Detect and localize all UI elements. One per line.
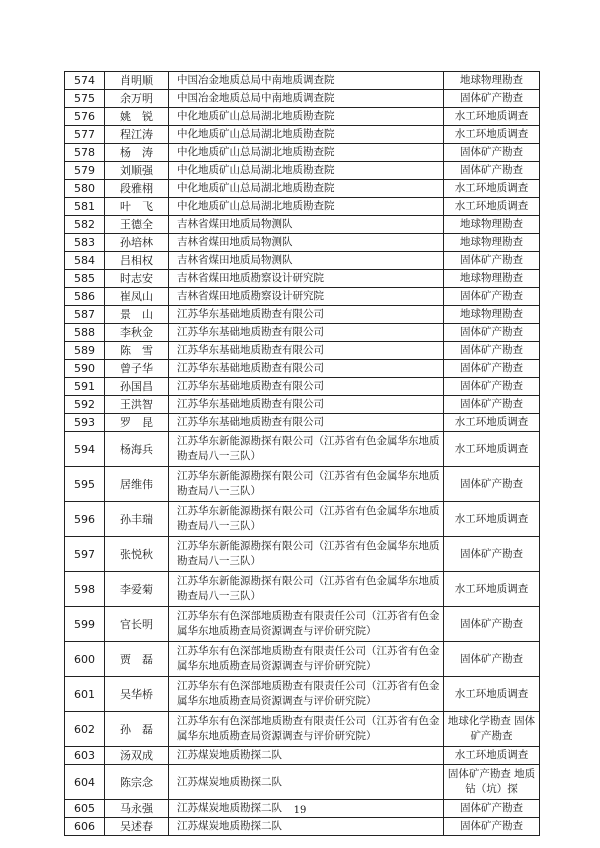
row-number: 593 bbox=[65, 414, 105, 432]
specialty: 地球物理勘查 bbox=[444, 306, 540, 324]
work-unit: 江苏华东有色深部地质勘查有限责任公司（江苏省有色金属华东地质勘查局资源调查与评价研究院） bbox=[169, 712, 444, 747]
table-row bbox=[65, 252, 540, 270]
work-unit: 吉林省煤田地质局物测队 bbox=[169, 252, 444, 270]
row-number: 580 bbox=[65, 180, 105, 198]
work-unit: 江苏华东新能源勘探有限公司（江苏省有色金属华东地质勘查局八一三队） bbox=[169, 467, 444, 502]
work-unit: 江苏华东基础地质勘查有限公司 bbox=[169, 324, 444, 342]
person-name: 汤双成 bbox=[105, 747, 169, 765]
work-unit: 中化地质矿山总局湖北地质勘查院 bbox=[169, 198, 444, 216]
person-name: 吴述春 bbox=[105, 818, 169, 836]
table-row bbox=[65, 818, 540, 836]
specialty: 固体矿产勘查 bbox=[444, 252, 540, 270]
person-name: 崔凤山 bbox=[105, 288, 169, 306]
specialty: 固体矿产勘查 bbox=[444, 607, 540, 642]
person-name: 王德全 bbox=[105, 216, 169, 234]
table-row bbox=[65, 198, 540, 216]
person-name: 曾子华 bbox=[105, 360, 169, 378]
specialty: 水工环地质调查 bbox=[444, 198, 540, 216]
page-number: 19 bbox=[293, 805, 307, 816]
person-name: 陈宗念 bbox=[105, 765, 169, 800]
person-name: 陈雪 bbox=[105, 342, 169, 360]
work-unit: 吉林省煤田地质局物测队 bbox=[169, 216, 444, 234]
specialty: 固体矿产勘查 地质钻（坑）探 bbox=[444, 765, 540, 800]
specialty: 固体矿产勘查 bbox=[444, 162, 540, 180]
work-unit: 中化地质矿山总局湖北地质勘查院 bbox=[169, 144, 444, 162]
specialty: 固体矿产勘查 bbox=[444, 467, 540, 502]
work-unit: 江苏煤炭地质勘探二队 bbox=[169, 818, 444, 836]
work-unit: 江苏华东有色深部地质勘查有限责任公司（江苏省有色金属华东地质勘查局资源调查与评价研究院） bbox=[169, 607, 444, 642]
personnel-table-sheet bbox=[64, 71, 539, 836]
row-number: 586 bbox=[65, 288, 105, 306]
table-row bbox=[65, 360, 540, 378]
work-unit: 中化地质矿山总局湖北地质勘查院 bbox=[169, 108, 444, 126]
specialty: 固体矿产勘查 bbox=[444, 378, 540, 396]
table-row bbox=[65, 572, 540, 607]
person-name: 孙培林 bbox=[105, 234, 169, 252]
specialty: 固体矿产勘查 bbox=[444, 342, 540, 360]
table-row bbox=[65, 765, 540, 800]
row-number: 583 bbox=[65, 234, 105, 252]
table-row bbox=[65, 180, 540, 198]
work-unit: 中化地质矿山总局湖北地质勘查院 bbox=[169, 162, 444, 180]
table-row bbox=[65, 378, 540, 396]
row-number: 606 bbox=[65, 818, 105, 836]
specialty: 固体矿产勘查 bbox=[444, 537, 540, 572]
person-name: 马永强 bbox=[105, 800, 169, 818]
work-unit: 江苏煤炭地质勘探二队 bbox=[169, 747, 444, 765]
table-row bbox=[65, 607, 540, 642]
specialty: 固体矿产勘查 bbox=[444, 144, 540, 162]
person-name: 余万明 bbox=[105, 90, 169, 108]
table-row bbox=[65, 90, 540, 108]
row-number: 574 bbox=[65, 72, 105, 90]
table-row bbox=[65, 108, 540, 126]
person-name: 贾磊 bbox=[105, 642, 169, 677]
person-name: 吕相权 bbox=[105, 252, 169, 270]
person-name: 吴华桥 bbox=[105, 677, 169, 712]
row-number: 584 bbox=[65, 252, 105, 270]
row-number: 603 bbox=[65, 747, 105, 765]
specialty: 水工环地质调查 bbox=[444, 572, 540, 607]
row-number: 601 bbox=[65, 677, 105, 712]
table-row bbox=[65, 414, 540, 432]
work-unit: 江苏华东新能源勘探有限公司（江苏省有色金属华东地质勘查局八一三队） bbox=[169, 537, 444, 572]
work-unit: 吉林省煤田地质勘察设计研究院 bbox=[169, 270, 444, 288]
person-name: 孙丰瑞 bbox=[105, 502, 169, 537]
work-unit: 江苏华东基础地质勘查有限公司 bbox=[169, 360, 444, 378]
table-row bbox=[65, 642, 540, 677]
specialty: 水工环地质调查 bbox=[444, 180, 540, 198]
work-unit: 江苏华东有色深部地质勘查有限责任公司（江苏省有色金属华东地质勘查局资源调查与评价研究院） bbox=[169, 642, 444, 677]
person-name: 时志安 bbox=[105, 270, 169, 288]
row-number: 605 bbox=[65, 800, 105, 818]
table-row bbox=[65, 342, 540, 360]
specialty: 水工环地质调查 bbox=[444, 747, 540, 765]
specialty: 水工环地质调查 bbox=[444, 414, 540, 432]
specialty: 水工环地质调查 bbox=[444, 502, 540, 537]
person-name: 李爱菊 bbox=[105, 572, 169, 607]
work-unit: 江苏煤炭地质勘探二队 bbox=[169, 765, 444, 800]
person-name: 段雅栩 bbox=[105, 180, 169, 198]
specialty: 固体矿产勘查 bbox=[444, 800, 540, 818]
person-name: 张悦秋 bbox=[105, 537, 169, 572]
row-number: 590 bbox=[65, 360, 105, 378]
person-name: 肖明顺 bbox=[105, 72, 169, 90]
specialty: 固体矿产勘查 bbox=[444, 288, 540, 306]
person-name: 居维伟 bbox=[105, 467, 169, 502]
work-unit: 江苏华东有色深部地质勘查有限责任公司（江苏省有色金属华东地质勘查局资源调查与评价研究院） bbox=[169, 677, 444, 712]
row-number: 576 bbox=[65, 108, 105, 126]
work-unit: 江苏华东基础地质勘查有限公司 bbox=[169, 414, 444, 432]
row-number: 600 bbox=[65, 642, 105, 677]
row-number: 575 bbox=[65, 90, 105, 108]
table-row bbox=[65, 234, 540, 252]
specialty: 固体矿产勘查 bbox=[444, 818, 540, 836]
specialty: 水工环地质调查 bbox=[444, 677, 540, 712]
person-name: 杨涛 bbox=[105, 144, 169, 162]
person-name: 孙国昌 bbox=[105, 378, 169, 396]
work-unit: 江苏华东基础地质勘查有限公司 bbox=[169, 378, 444, 396]
row-number: 592 bbox=[65, 396, 105, 414]
table-row bbox=[65, 216, 540, 234]
row-number: 591 bbox=[65, 378, 105, 396]
specialty: 地球物理勘查 bbox=[444, 270, 540, 288]
table-row bbox=[65, 432, 540, 467]
person-name: 王洪智 bbox=[105, 396, 169, 414]
specialty: 固体矿产勘查 bbox=[444, 642, 540, 677]
person-name: 叶飞 bbox=[105, 198, 169, 216]
work-unit: 江苏华东新能源勘探有限公司（江苏省有色金属华东地质勘查局八一三队） bbox=[169, 432, 444, 467]
work-unit: 中化地质矿山总局湖北地质勘查院 bbox=[169, 126, 444, 144]
person-name: 杨海兵 bbox=[105, 432, 169, 467]
personnel-table bbox=[64, 71, 540, 836]
table-row bbox=[65, 467, 540, 502]
person-name: 刘顺强 bbox=[105, 162, 169, 180]
work-unit: 中化地质矿山总局湖北地质勘查院 bbox=[169, 180, 444, 198]
specialty: 固体矿产勘查 bbox=[444, 396, 540, 414]
person-name: 李秋金 bbox=[105, 324, 169, 342]
row-number: 604 bbox=[65, 765, 105, 800]
person-name: 孙磊 bbox=[105, 712, 169, 747]
table-body bbox=[65, 72, 540, 836]
specialty: 固体矿产勘查 bbox=[444, 90, 540, 108]
specialty: 固体矿产勘查 bbox=[444, 324, 540, 342]
table-row bbox=[65, 126, 540, 144]
table-row bbox=[65, 144, 540, 162]
work-unit: 吉林省煤田地质局物测队 bbox=[169, 234, 444, 252]
specialty: 水工环地质调查 bbox=[444, 108, 540, 126]
specialty: 固体矿产勘查 bbox=[444, 360, 540, 378]
table-row bbox=[65, 288, 540, 306]
person-name: 官长明 bbox=[105, 607, 169, 642]
row-number: 587 bbox=[65, 306, 105, 324]
specialty: 地球物理勘查 bbox=[444, 234, 540, 252]
row-number: 602 bbox=[65, 712, 105, 747]
table-row bbox=[65, 270, 540, 288]
table-row bbox=[65, 324, 540, 342]
work-unit: 江苏华东基础地质勘查有限公司 bbox=[169, 306, 444, 324]
work-unit: 江苏华东新能源勘探有限公司（江苏省有色金属华东地质勘查局八一三队） bbox=[169, 572, 444, 607]
row-number: 578 bbox=[65, 144, 105, 162]
person-name: 姚锐 bbox=[105, 108, 169, 126]
row-number: 588 bbox=[65, 324, 105, 342]
work-unit: 江苏华东基础地质勘查有限公司 bbox=[169, 396, 444, 414]
table-row bbox=[65, 712, 540, 747]
table-row bbox=[65, 396, 540, 414]
row-number: 582 bbox=[65, 216, 105, 234]
table-row bbox=[65, 72, 540, 90]
work-unit: 中国冶金地质总局中南地质调查院 bbox=[169, 72, 444, 90]
specialty: 地球化学勘查 固体矿产勘查 bbox=[444, 712, 540, 747]
specialty: 水工环地质调查 bbox=[444, 126, 540, 144]
person-name: 罗昆 bbox=[105, 414, 169, 432]
row-number: 581 bbox=[65, 198, 105, 216]
table-row bbox=[65, 747, 540, 765]
specialty: 水工环地质调查 bbox=[444, 432, 540, 467]
table-row bbox=[65, 162, 540, 180]
work-unit: 江苏华东基础地质勘查有限公司 bbox=[169, 342, 444, 360]
row-number: 589 bbox=[65, 342, 105, 360]
work-unit: 江苏煤炭地质勘探二队 bbox=[169, 800, 444, 818]
row-number: 596 bbox=[65, 502, 105, 537]
row-number: 585 bbox=[65, 270, 105, 288]
row-number: 577 bbox=[65, 126, 105, 144]
work-unit: 中国冶金地质总局中南地质调查院 bbox=[169, 90, 444, 108]
table-row bbox=[65, 677, 540, 712]
specialty: 地球物理勘查 bbox=[444, 72, 540, 90]
work-unit: 江苏华东新能源勘探有限公司（江苏省有色金属华东地质勘查局八一三队） bbox=[169, 502, 444, 537]
specialty: 地球物理勘查 bbox=[444, 216, 540, 234]
row-number: 598 bbox=[65, 572, 105, 607]
person-name: 景山 bbox=[105, 306, 169, 324]
table-row bbox=[65, 537, 540, 572]
row-number: 595 bbox=[65, 467, 105, 502]
work-unit: 吉林省煤田地质勘察设计研究院 bbox=[169, 288, 444, 306]
row-number: 579 bbox=[65, 162, 105, 180]
row-number: 594 bbox=[65, 432, 105, 467]
person-name: 程江涛 bbox=[105, 126, 169, 144]
row-number: 597 bbox=[65, 537, 105, 572]
row-number: 599 bbox=[65, 607, 105, 642]
table-row bbox=[65, 502, 540, 537]
table-row bbox=[65, 306, 540, 324]
